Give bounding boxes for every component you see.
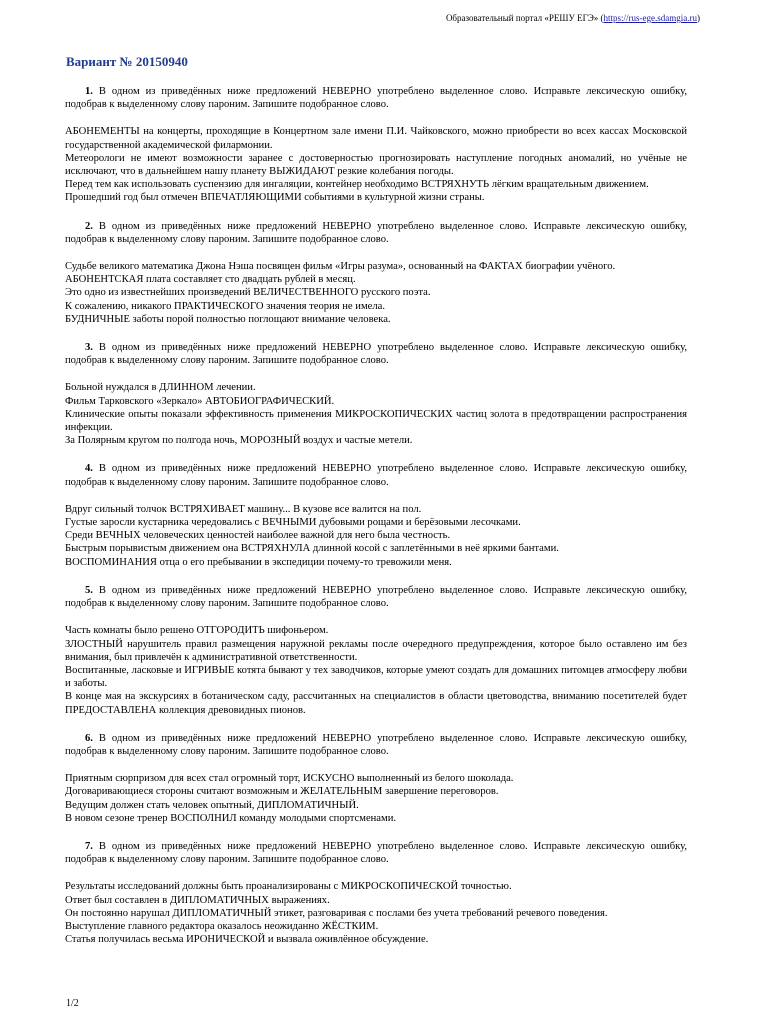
sentence: Густые заросли кустарника чередовались с ВЕЧНЫМИ дубовыми рощами и берёзовыми лесочками.: [65, 517, 521, 529]
sentence: Метеорологи не имеют возможности заранее с достоверностью прогнозировать наступление погодных аномалий, но учёные не исключают, что в дальнейшем нашу планету ВЫЖИДАЮТ резкие колебания погоды.: [65, 152, 687, 178]
sentence: Больной нуждался в ДЛИННОМ лечении.: [65, 382, 256, 394]
sentence: Приятным сюрпризом для всех стал огромный торт, ИСКУСНО выполненный из белого шоколада.: [65, 773, 514, 785]
task-question: [65, 584, 687, 610]
task-question-text: В одном из приведённых ниже предложений НЕВЕРНО употреблено выделенное слово. Исправьте лексическую ошибку, подобрав к выделенному слову пароним. Запишите подобранное слово.: [65, 342, 687, 367]
sentence: Воспитанные, ласковые и ИГРИВЫЕ котята бывают у тех заводчиков, которые умеют создать для домашних питомцев атмосферу любви и заботы.: [65, 664, 687, 690]
sentence: Он постоянно нарушал ДИПЛОМАТИЧНЫЙ этикет, разговаривая с послами без учета требований речевого поведения.: [65, 907, 608, 919]
task-item: [65, 220, 687, 326]
task-item: [65, 85, 687, 205]
task-number: 3.: [85, 342, 93, 354]
sentence: В новом сезоне тренер ВОСПОЛНИЛ команду молодыми спортсменами.: [65, 812, 397, 824]
task-item: [65, 732, 687, 825]
sentence: Фильм Тарковского «Зеркало» АВТОБИОГРАФИЧЕСКИЙ.: [65, 395, 335, 407]
sentence: За Полярным кругом по полгода ночь, МОРОЗНЫЙ воздух и частые метели.: [65, 435, 413, 447]
sentence: Часть комнаты было решено ОТГОРОДИТЬ шифоньером.: [65, 625, 329, 637]
task-number: 5.: [85, 584, 93, 596]
header-suffix: ): [697, 13, 700, 23]
task-item: [65, 341, 687, 447]
task-item: [65, 840, 687, 946]
sentence: Выступление главного редактора оказалось неожиданно ЖЁСТКИМ.: [65, 920, 379, 932]
sentence: К сожалению, никакого ПРАКТИЧЕСКОГО значения теория не имела.: [65, 300, 385, 312]
sentence: Прошедший год был отмечен ВПЕЧАТЛЯЮЩИМИ событиями в культурной жизни страны.: [65, 192, 485, 204]
task-question-text: В одном из приведённых ниже предложений НЕВЕРНО употреблено выделенное слово. Исправьте лексическую ошибку, подобрав к выделенному слову пароним. Запишите подобранное слово.: [65, 732, 687, 757]
task-sentences: [65, 125, 687, 204]
task-question-text: В одном из приведённых ниже предложений НЕВЕРНО употреблено выделенное слово. Исправьте лексическую ошибку, подобрав к выделенному слову пароним. Запишите подобранное слово.: [65, 840, 687, 866]
sentence: Среди ВЕЧНЫХ человеческих ценностей наиболее важной для него была честность.: [65, 530, 451, 542]
page-number: 1/2: [66, 998, 79, 1009]
task-question: [65, 732, 687, 758]
sentence: Вдруг сильный толчок ВСТРЯХИВАЕТ машину... В кузове все валится на пол.: [65, 503, 422, 515]
task-question: [65, 85, 687, 111]
task-question: [65, 220, 687, 246]
task-number: 1.: [85, 86, 93, 97]
task-sentences: [65, 503, 687, 569]
sentence: Клинические опыты показали эффективность применения МИКРОСКОПИЧЕСКИХ частиц золота в предотвращении распространения инфекции.: [65, 408, 687, 434]
task-number: 7.: [85, 840, 93, 852]
task-question-text: В одном из приведённых ниже предложений НЕВЕРНО употреблено выделенное слово. Исправьте лексическую ошибку, подобрав к выделенному слову пароним. Запишите подобранное слово.: [65, 584, 687, 610]
task-sentences: [65, 260, 687, 326]
task-question-text: В одном из приведённых ниже предложений НЕВЕРНО употреблено выделенное слово. Исправьте лексическую ошибку, подобрав к выделенному слову пароним. Запишите подобранное слово.: [65, 86, 687, 111]
task-question: [65, 341, 687, 367]
variant-title: Вариант № 20150940: [66, 54, 188, 69]
header-prefix: Образовательный портал «РЕШУ ЕГЭ» (: [445, 13, 604, 23]
sentence: Статья получилась весьма ИРОНИЧЕСКОЙ и вызвала оживлённое обсуждение.: [65, 934, 429, 946]
sentence: Ответ был составлен в ДИПЛОМАТИЧНЫХ выражениях.: [65, 894, 330, 906]
task-sentences: [65, 381, 687, 447]
sentence: Ведущим должен стать человек опытный, ДИПЛОМАТИЧНЫЙ.: [65, 799, 359, 811]
sentence: ВОСПОМИНАНИЯ отца о его пребывании в экспедиции почему-то тревожили меня.: [65, 556, 452, 568]
sentence: Перед тем как использовать суспензию для ингаляции, контейнер необходимо ВСТРЯХНУТЬ лёгким вращательным движением.: [65, 179, 649, 191]
task-question-text: В одном из приведённых ниже предложений НЕВЕРНО употреблено выделенное слово. Исправьте лексическую ошибку, подобрав к выделенному слову пароним. Запишите подобранное слово.: [65, 463, 687, 488]
portal-link[interactable]: https://rus-ege.sdamgia.ru: [603, 13, 697, 23]
task-sentences: [65, 772, 687, 825]
task-item: [65, 584, 687, 717]
sentence: ЗЛОСТНЫЙ нарушитель правил размещения наружной рекламы после очередного предупреждения, которое было оставлено им без внимания, был привлечён к административной ответственности.: [65, 638, 687, 663]
task-number: 4.: [85, 463, 93, 475]
sentence: БУДНИЧНЫЕ заботы порой полностью поглощают внимание человека.: [65, 313, 391, 325]
portal-header: [446, 13, 700, 24]
task-sentences: [65, 880, 687, 946]
task-number: 2.: [85, 220, 93, 232]
task-question: [65, 840, 687, 866]
sentence: АБОНЕМЕНТЫ на концерты, проходящие в Концертном зале имени П.И. Чайковского, можно приобрести во всех кассах Московской государственной академической филармонии.: [65, 126, 687, 151]
task-number: 6.: [85, 732, 93, 744]
sentence: Результаты исследований должны быть проанализированы с МИКРОСКОПИЧЕСКОЙ точностью.: [65, 881, 512, 893]
task-sentences: [65, 624, 687, 716]
sentence: В конце мая на экскурсиях в ботаническом саду, рассчитанных на специалистов в области цветоводства, вниманию посетителей будет ПРЕДОСТАВЛЕНА коллекция древовидных пионов.: [65, 691, 687, 716]
sentence: Судьбе великого математика Джона Нэша посвящен фильм «Игры разума», основанный на ФАКТАХ биографии учёного.: [65, 261, 616, 273]
task-question: [65, 462, 687, 488]
sentence: Это одно из известнейших произведений ВЕЛИЧЕСТВЕННОГО русского поэта.: [65, 287, 431, 299]
task-item: [65, 462, 687, 568]
tasks-list: [65, 85, 687, 961]
sentence: АБОНЕНТСКАЯ плата составляет сто двадцать рублей в месяц.: [65, 274, 356, 286]
task-question-text: В одном из приведённых ниже предложений НЕВЕРНО употреблено выделенное слово. Исправьте лексическую ошибку, подобрав к выделенному слову пароним. Запишите подобранное слово.: [65, 220, 687, 245]
sentence: Быстрым порывистым движением она ВСТРЯХНУЛА длинной косой с заплетёнными в неё яркими бантами.: [65, 543, 559, 555]
sentence: Договаривающиеся стороны считают возможным и ЖЕЛАТЕЛЬНЫМ завершение переговоров.: [65, 786, 499, 798]
